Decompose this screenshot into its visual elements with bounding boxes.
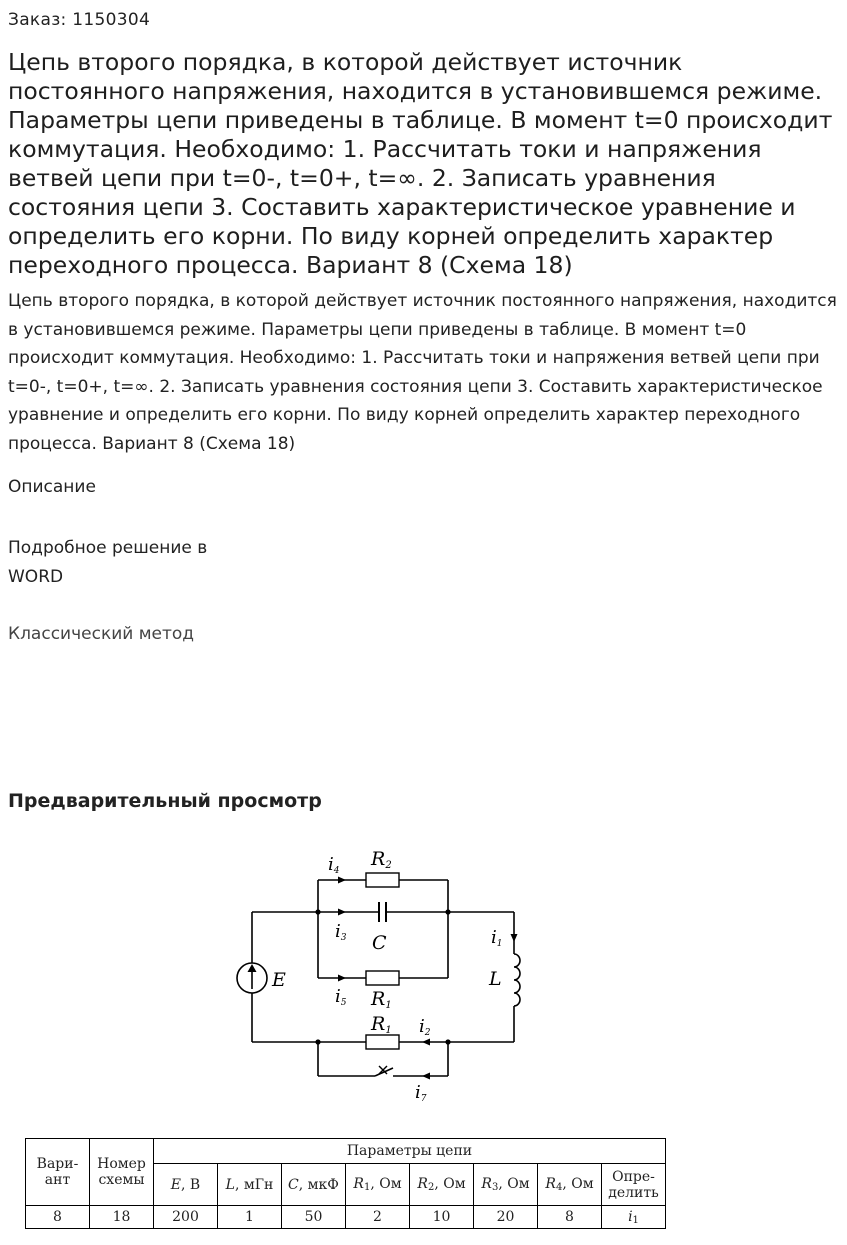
header-r4: $R_4$, Ом: [538, 1164, 602, 1206]
arrow-i2: [422, 1039, 430, 1046]
preview-heading: Предварительный просмотр: [8, 790, 322, 812]
resistor-r2: [366, 873, 399, 887]
header-scheme: Номер схемы: [90, 1139, 154, 1206]
label-i2: i2: [419, 1016, 431, 1038]
label-r1-lower: R1: [371, 1013, 392, 1036]
arrow-i3: [338, 909, 346, 916]
arrow-i4: [338, 877, 346, 884]
label-i4: i4: [328, 854, 340, 876]
label-l: L: [489, 968, 502, 990]
label-i7: i7: [415, 1082, 427, 1104]
cell-variant: 8: [26, 1206, 90, 1229]
header-c: C, мкФ: [282, 1164, 346, 1206]
arrow-i5: [338, 975, 346, 982]
header-e: E, В: [154, 1164, 218, 1206]
cell-r1: 2: [346, 1206, 410, 1229]
arrow-i7: [422, 1073, 430, 1080]
resistor-r1-lower: [366, 1035, 399, 1049]
parameters-table: [25, 1138, 666, 1229]
cell-r4: 8: [538, 1206, 602, 1229]
solution-method: Классический метод: [8, 624, 195, 644]
header-variant: Вари- ант: [26, 1139, 90, 1206]
label-i5: i5: [335, 986, 347, 1008]
cell-scheme: 18: [90, 1206, 154, 1229]
cell-r3: 20: [474, 1206, 538, 1229]
cell-c: 50: [282, 1206, 346, 1229]
solution-format: Подробное решение в WORD: [8, 538, 208, 587]
header-l: L, мГн: [218, 1164, 282, 1206]
header-determine: Опре- делить: [602, 1164, 666, 1206]
label-c: C: [372, 932, 387, 954]
task-description: Цепь второго порядка, в которой действует источник постоянного напряжения, находится в установившемся режиме. Параметры цепи приведены в таблице. В момент t=0 происходит коммутация. Необходимо: 1. Рассчитать токи и напряжения ветвей цепи при t=0-, t=0+, t=∞. 2. Записать уравнения состояния цепи 3. Составить характеристическое уравнение и определить его корни. По виду корней определить характер переходного процесса. Вариант 8 (Схема 18): [8, 291, 837, 454]
cell-e: 200: [154, 1206, 218, 1229]
order-number: Заказ: 1150304: [8, 10, 151, 30]
circuit-diagram: [230, 842, 540, 1112]
resistor-r1-upper: [366, 971, 399, 985]
cell-determine: $i_1$: [602, 1206, 666, 1229]
description-heading: Описание: [8, 477, 96, 497]
label-r2: R2: [371, 848, 392, 871]
inductor-l: [514, 954, 520, 1006]
header-r1: $R_1$, Ом: [346, 1164, 410, 1206]
label-i3: i3: [335, 921, 347, 943]
label-e: E: [272, 969, 286, 991]
header-r3: $R_3$, Ом: [474, 1164, 538, 1206]
cell-r2: 10: [410, 1206, 474, 1229]
label-r1-upper: R1: [371, 988, 392, 1011]
page-title: Цепь второго порядка, в которой действует источник постоянного напряжения, находится в установившемся режиме. Параметры цепи приведены в таблице. В момент t=0 происходит коммутация. Необходимо: 1. Рассчитать токи и напряжения ветвей цепи при t=0-, t=0+, t=∞. 2. Записать уравнения состояния цепи 3. Составить характеристическое уравнение и определить его корни. По виду корней определить характер переходного процесса. Вариант 8 (Схема 18): [8, 48, 833, 279]
header-r2: $R_2$, Ом: [410, 1164, 474, 1206]
cell-l: 1: [218, 1206, 282, 1229]
header-params: Параметры цепи: [154, 1139, 666, 1164]
arrow-i1: [511, 934, 518, 942]
label-i1: i1: [491, 927, 503, 949]
table-row: [26, 1206, 666, 1229]
